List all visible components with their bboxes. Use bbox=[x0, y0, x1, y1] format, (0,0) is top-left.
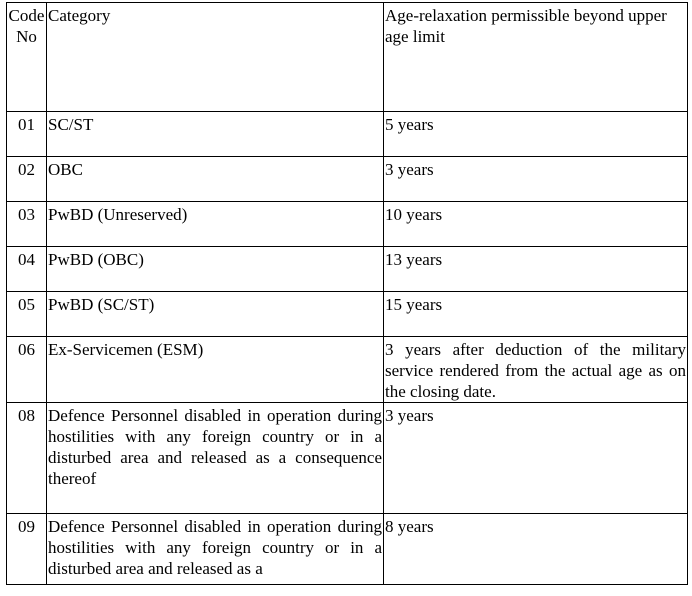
header-age-relaxation bbox=[384, 3, 688, 112]
row-category-text: Ex-Servicemen (ESM) bbox=[48, 340, 204, 359]
table-row bbox=[7, 337, 688, 403]
row-category bbox=[47, 157, 384, 202]
row-relaxation bbox=[384, 292, 688, 337]
row-code-text: 06 bbox=[18, 340, 35, 359]
row-relaxation-text: 3 years bbox=[385, 406, 434, 425]
row-category-text: Defence Personnel disabled in operation during hostilities with any foreign country or in a disturbed area and released as a bbox=[48, 517, 382, 578]
row-code-text: 01 bbox=[18, 115, 35, 134]
header-category-text: Category bbox=[48, 6, 111, 25]
row-code-text: 03 bbox=[18, 205, 35, 224]
row-category-text: OBC bbox=[48, 160, 83, 179]
row-code bbox=[7, 403, 47, 514]
header-code-text: Code No bbox=[8, 6, 45, 46]
row-category bbox=[47, 403, 384, 514]
row-relaxation-text: 3 years after deduction of the military service rendered from the actual age as on the closing date. bbox=[385, 340, 686, 401]
row-code-text: 09 bbox=[18, 517, 35, 536]
row-code bbox=[7, 514, 47, 585]
table-row bbox=[7, 247, 688, 292]
row-code-text: 08 bbox=[18, 406, 35, 425]
row-code bbox=[7, 247, 47, 292]
row-category bbox=[47, 337, 384, 403]
row-relaxation-text: 10 years bbox=[385, 205, 443, 224]
row-relaxation bbox=[384, 157, 688, 202]
table-row bbox=[7, 403, 688, 514]
row-category bbox=[47, 112, 384, 157]
row-category bbox=[47, 202, 384, 247]
table-row bbox=[7, 157, 688, 202]
row-relaxation bbox=[384, 112, 688, 157]
row-code-text: 04 bbox=[18, 250, 35, 269]
row-relaxation bbox=[384, 247, 688, 292]
row-code bbox=[7, 112, 47, 157]
row-relaxation-text: 3 years bbox=[385, 160, 434, 179]
table-row bbox=[7, 292, 688, 337]
row-relaxation-text: 13 years bbox=[385, 250, 443, 269]
header-code-no bbox=[7, 3, 47, 112]
header-age-relaxation-text: Age-relaxation permissible beyond upper age limit bbox=[385, 6, 667, 46]
row-relaxation-text: 15 years bbox=[385, 295, 443, 314]
table-header-row bbox=[7, 3, 688, 112]
table-row bbox=[7, 202, 688, 247]
header-category bbox=[47, 3, 384, 112]
row-code bbox=[7, 337, 47, 403]
row-code-text: 02 bbox=[18, 160, 35, 179]
row-category bbox=[47, 292, 384, 337]
table-row bbox=[7, 112, 688, 157]
row-category-text: PwBD (Unreserved) bbox=[48, 205, 188, 224]
table-row bbox=[7, 514, 688, 585]
row-code bbox=[7, 202, 47, 247]
age-relaxation-table bbox=[6, 2, 688, 585]
row-category bbox=[47, 514, 384, 585]
row-category-text: PwBD (OBC) bbox=[48, 250, 144, 269]
row-category-text: SC/ST bbox=[48, 115, 94, 134]
row-code bbox=[7, 157, 47, 202]
row-relaxation bbox=[384, 202, 688, 247]
row-category-text: Defence Personnel disabled in operation during hostilities with any foreign country or in a disturbed area and released as a consequence thereof bbox=[48, 406, 382, 488]
row-category-text: PwBD (SC/ST) bbox=[48, 295, 155, 314]
row-relaxation-text: 5 years bbox=[385, 115, 434, 134]
row-relaxation bbox=[384, 337, 688, 403]
row-relaxation-text: 8 years bbox=[385, 517, 434, 536]
row-category bbox=[47, 247, 384, 292]
row-code bbox=[7, 292, 47, 337]
row-relaxation bbox=[384, 403, 688, 514]
row-relaxation bbox=[384, 514, 688, 585]
row-code-text: 05 bbox=[18, 295, 35, 314]
